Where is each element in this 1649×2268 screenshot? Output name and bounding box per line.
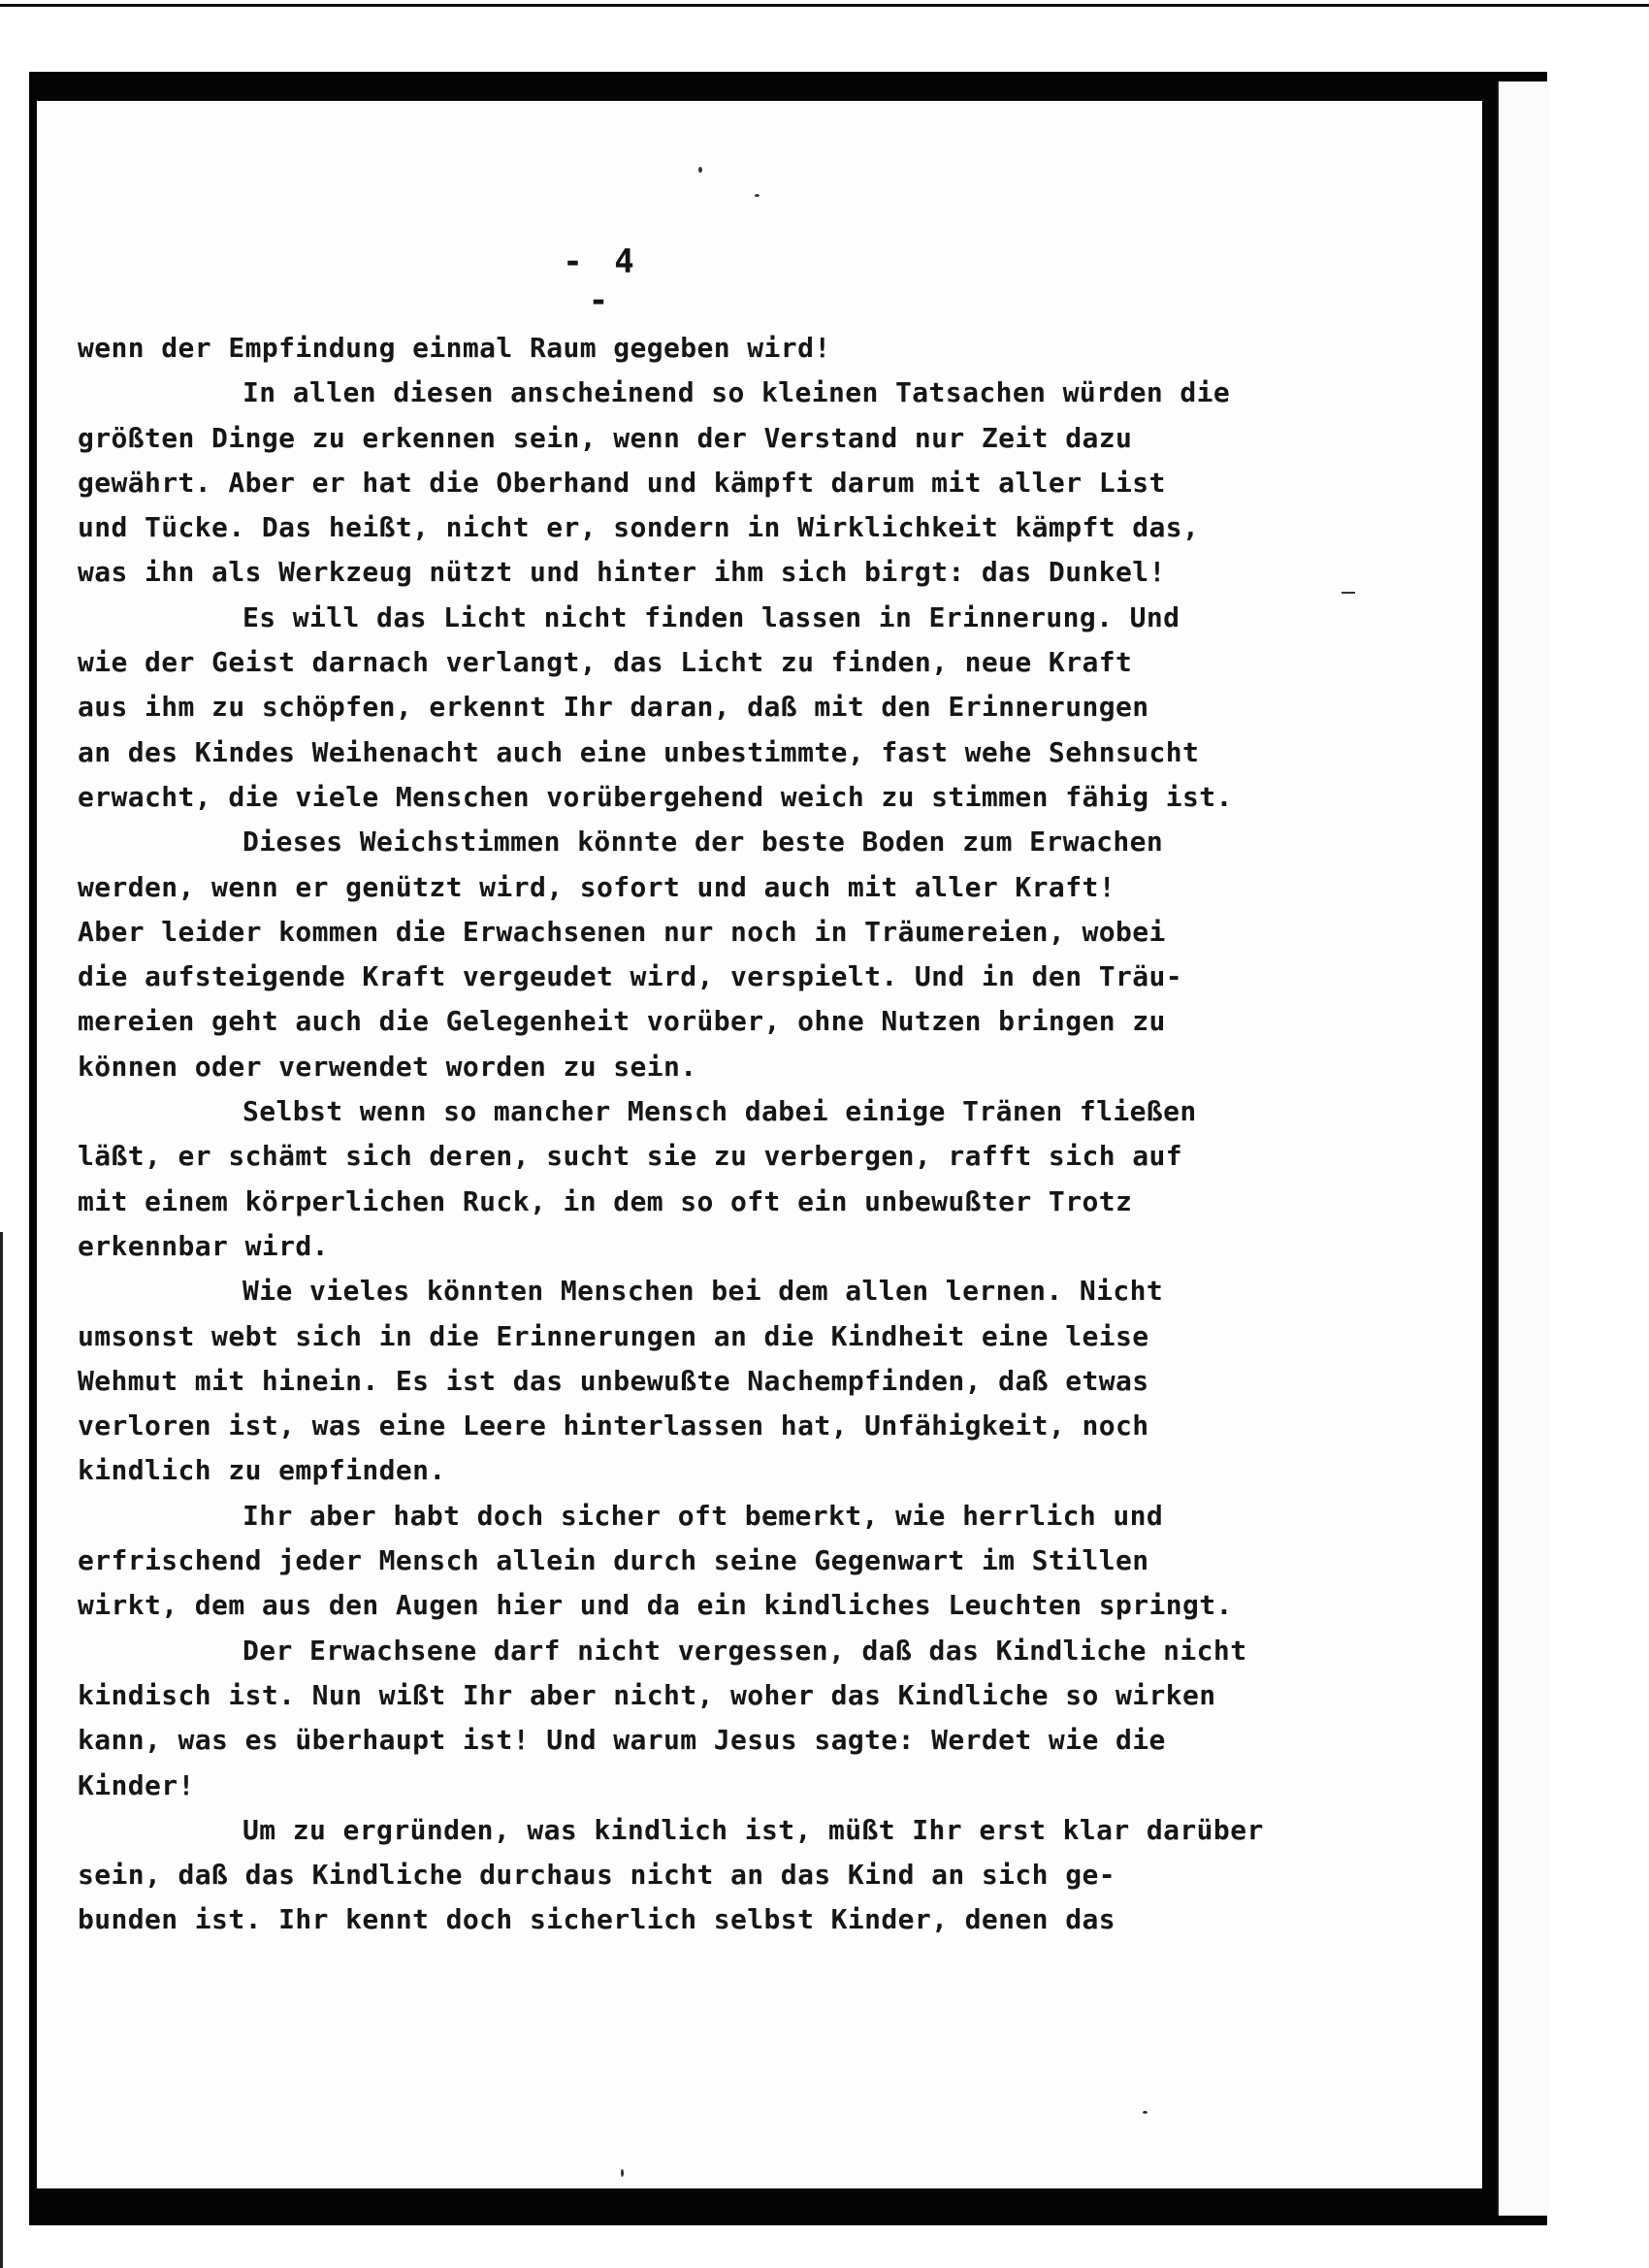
text-line: umsonst webt sich in die Erinnerungen an die Kindheit eine leise	[78, 1319, 1149, 1352]
text-line: was ihn als Werkzeug nützt und hinter ihm sich birgt: das Dunkel!	[78, 556, 1166, 589]
text-line: Selbst wenn so mancher Mensch dabei einige Tränen fließen	[242, 1095, 1197, 1128]
text-line: erkennbar wird.	[78, 1229, 329, 1262]
text-line: gewährt. Aber er hat die Oberhand und kämpft darum mit aller List	[78, 466, 1166, 499]
text-line: Wehmut mit hinein. Es ist das unbewußte Nachempfinden, daß etwas	[78, 1364, 1149, 1397]
text-line: läßt, er schämt sich deren, sucht sie zu verbergen, rafft sich auf	[78, 1140, 1182, 1173]
text-line: kindisch ist. Nun wißt Ihr aber nicht, woher das Kindliche so wirken	[78, 1678, 1216, 1711]
text-line: Kinder!	[78, 1768, 195, 1801]
text-line: Um zu ergründen, was kindlich ist, müßt Ihr erst klar darüber	[242, 1813, 1264, 1846]
text-line: Ihr aber habt doch sicher oft bemerkt, wie herrlich und	[242, 1499, 1164, 1532]
text-line: mit einem körperlichen Ruck, in dem so oft ein unbewußter Trotz	[78, 1184, 1133, 1217]
scan-speck	[1342, 592, 1355, 594]
text-line: erwacht, die viele Menschen vorübergehend weich zu stimmen fähig ist.	[78, 780, 1233, 813]
text-line: kann, was es überhaupt ist! Und warum Jesus sagte: Werdet wie die	[78, 1724, 1166, 1757]
text-line: an des Kindes Weihenacht auch eine unbestimmte, fast wehe Sehnsucht	[78, 735, 1200, 768]
text-line: können oder verwendet worden zu sein.	[78, 1050, 697, 1083]
text-line: Es will das Licht nicht finden lassen in Erinnerung. Und	[242, 600, 1180, 633]
text-line: und Tücke. Das heißt, nicht er, sondern in Wirklichkeit kämpft das,	[78, 511, 1200, 544]
text-line: Dieses Weichstimmen könnte der beste Boden zum Erwachen	[242, 826, 1164, 859]
text-line: werden, wenn er genützt wird, sofort und auch mit aller Kraft!	[78, 870, 1116, 903]
page-number: - 4 -	[563, 243, 640, 320]
scan-speck	[755, 194, 760, 197]
text-line: Der Erwachsene darf nicht vergessen, daß das Kindliche nicht	[242, 1634, 1247, 1667]
text-line: sein, daß das Kindliche durchaus nicht an das Kind an sich ge-	[78, 1859, 1116, 1892]
scan-left-edge	[0, 1232, 3, 2268]
text-line: Aber leider kommen die Erwachsenen nur noch in Träumereien, wobei	[78, 915, 1166, 948]
text-line: bunden ist. Ihr kennt doch sicherlich selbst Kinder, denen das	[78, 1903, 1116, 1936]
text-line: wie der Geist darnach verlangt, das Licht zu finden, neue Kraft	[78, 646, 1133, 679]
text-line: Wie vieles könnten Menschen bei dem allen lernen. Nicht	[242, 1275, 1164, 1308]
scan-speck	[621, 2169, 624, 2177]
text-line: mereien geht auch die Gelegenheit vorüber, ohne Nutzen bringen zu	[78, 1005, 1166, 1038]
text-line: aus ihm zu schöpfen, erkennt Ihr daran, daß mit den Erinnerungen	[78, 691, 1149, 724]
scan-top-edge	[0, 4, 1649, 7]
text-line: kindlich zu empfinden.	[78, 1454, 446, 1487]
scan-speck	[698, 167, 702, 173]
text-line: wenn der Empfindung einmal Raum gegeben wird!	[78, 332, 831, 364]
text-line: größten Dinge zu erkennen sein, wenn der Verstand nur Zeit dazu	[78, 421, 1133, 454]
text-line: In allen diesen anscheinend so kleinen Tatsachen würden die	[242, 376, 1231, 409]
text-line: erfrischend jeder Mensch allein durch seine Gegenwart im Stillen	[78, 1544, 1149, 1577]
document-body	[78, 326, 1465, 1943]
scan-speck	[1143, 2111, 1148, 2114]
text-line: die aufsteigende Kraft vergeudet wird, verspielt. Und in den Träu-	[78, 960, 1182, 993]
text-line: wirkt, dem aus den Augen hier und da ein kindliches Leuchten springt.	[78, 1589, 1233, 1622]
text-line: verloren ist, was eine Leere hinterlassen hat, Unfähigkeit, noch	[78, 1409, 1149, 1442]
scan-right-margin	[1497, 81, 1549, 2216]
